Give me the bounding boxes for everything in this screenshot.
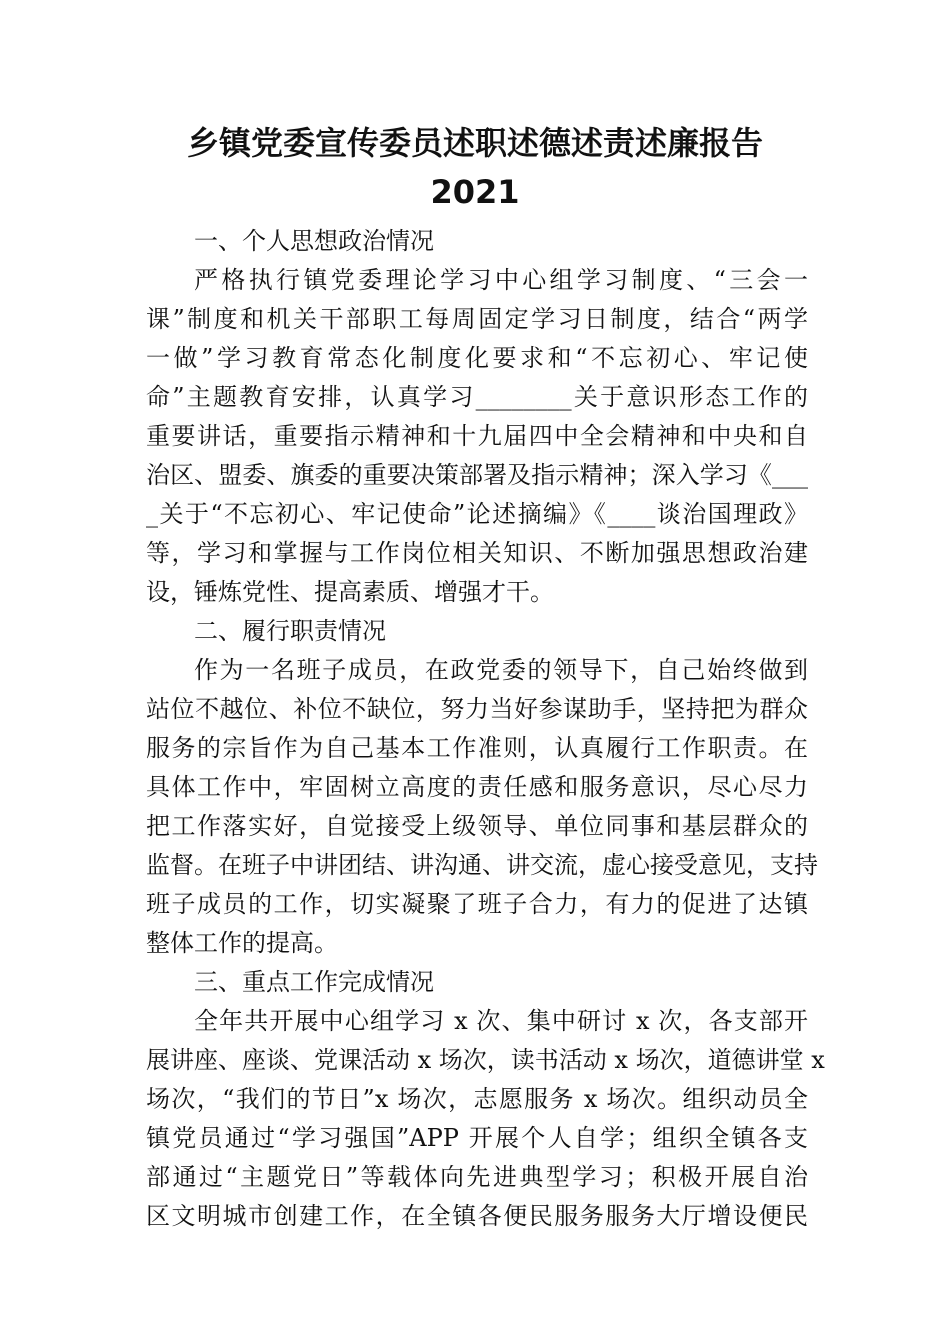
body-line: 班子成员的工作，切实凝聚了班子合力，有力的促进了达镇 xyxy=(146,890,808,918)
body-line: 监督。在班子中讲团结、讲沟通、讲交流，虚心接受意见，支持 xyxy=(146,851,818,879)
body-line: 镇党员通过“学习强国”APP 开展个人自学；组织全镇各支 xyxy=(146,1124,808,1152)
body-line: 命”主题教育安排，认真学习________关于意识形态工作的 xyxy=(146,383,808,411)
body-line: 治区、盟委、旗委的重要决策部署及指示精神；深入学习《___ xyxy=(146,461,808,489)
body-line: 展讲座、座谈、党课活动 x 场次，读书活动 x 场次，道德讲堂 x xyxy=(146,1046,825,1074)
body-line: 具体工作中，牢固树立高度的责任感和服务意识，尽心尽力 xyxy=(146,773,808,801)
body-line: 全年共开展中心组学习 x 次、集中研讨 x 次，各支部开 xyxy=(194,1007,808,1035)
document-title-year: 2021 xyxy=(430,173,520,211)
body-line: 站位不越位、补位不缺位，努力当好参谋助手，坚持把为群众 xyxy=(146,695,808,723)
section-heading: 三、重点工作完成情况 xyxy=(194,968,434,996)
body-line: 设，锤炼党性、提高素质、增强才干。 xyxy=(146,578,554,606)
body-line: _关于“不忘初心、牢记使命”论述摘编》《____谈治国理政》 xyxy=(146,500,808,528)
section-heading: 二、履行职责情况 xyxy=(194,617,386,645)
body-line: 把工作落实好，自觉接受上级领导、单位同事和基层群众的 xyxy=(146,812,808,840)
body-line: 区文明城市创建工作，在全镇各便民服务服务大厅增设便民 xyxy=(146,1202,808,1230)
body-line: 课”制度和机关干部职工每周固定学习日制度，结合“两学 xyxy=(146,305,808,333)
body-line: 整体工作的提高。 xyxy=(146,929,338,957)
body-line: 服务的宗旨作为自己基本工作准则，认真履行工作职责。在 xyxy=(146,734,808,762)
body-line: 一做”学习教育常态化制度化要求和“不忘初心、牢记使 xyxy=(146,344,808,372)
document-body xyxy=(146,222,825,1236)
document-title: 乡镇党委宣传委员述职述德述责述廉报告 xyxy=(186,124,763,162)
body-line: 严格执行镇党委理论学习中心组学习制度、“三会一 xyxy=(194,266,808,294)
body-line: 等，学习和掌握与工作岗位相关知识、不断加强思想政治建 xyxy=(146,539,808,567)
body-line: 场次，“我们的节日”x 场次，志愿服务 x 场次。组织动员全 xyxy=(146,1085,808,1113)
section-heading: 一、个人思想政治情况 xyxy=(194,227,434,255)
body-line: 重要讲话，重要指示精神和十九届四中全会精神和中央和自 xyxy=(146,422,808,450)
body-line: 作为一名班子成员，在政党委的领导下，自己始终做到 xyxy=(194,656,808,684)
body-line: 部通过“主题党日”等载体向先进典型学习；积极开展自治 xyxy=(146,1163,808,1191)
